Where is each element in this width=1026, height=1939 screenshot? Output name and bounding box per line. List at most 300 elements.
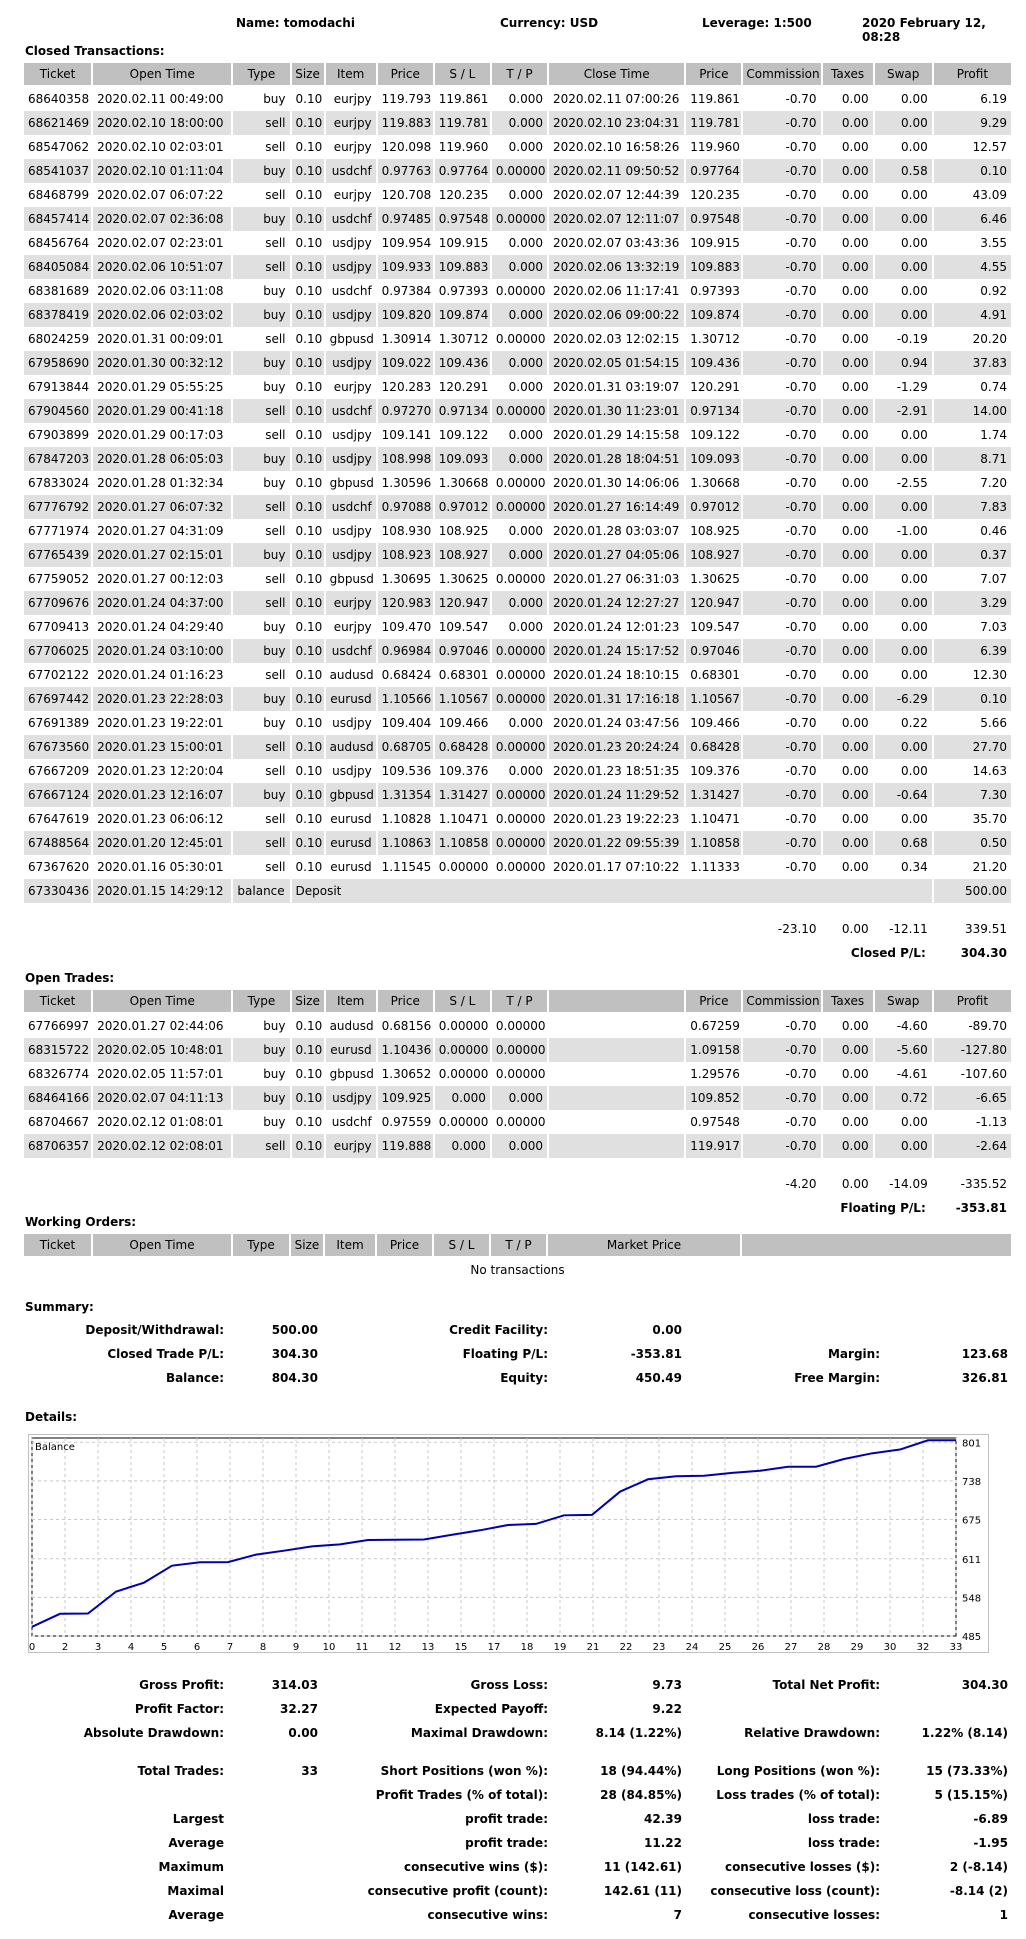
closed-row	[24, 447, 1011, 471]
closed-price: 0.97270	[378, 399, 433, 423]
closed-size: 0.10	[292, 591, 324, 615]
closed-taxes: 0.00	[823, 591, 873, 615]
closed-commission: -0.70	[785, 668, 817, 682]
gross-loss-value: 9.73	[652, 1678, 682, 1692]
open-size: 0.10	[295, 1115, 323, 1129]
closed-open-time: 2020.02.06 10:51:07	[93, 255, 231, 279]
closed-taxes: 0.00	[823, 447, 873, 471]
closed-sl: 1.10567	[435, 687, 490, 711]
closed-taxes: 0.00	[841, 188, 869, 202]
closed-taxes: 0.00	[841, 476, 869, 490]
closed-ticket: 67709676	[24, 591, 91, 615]
closed-item: eurjpy	[333, 140, 372, 154]
closed-type: buy	[263, 620, 286, 634]
closed-size: 0.10	[292, 687, 324, 711]
closed-open-time: 2020.01.28 06:05:03	[93, 447, 231, 471]
closed-type: sell	[233, 495, 289, 519]
equity-label: Equity:	[500, 1371, 548, 1385]
closed-row	[24, 135, 1011, 159]
open-close-price: 109.852	[686, 1086, 741, 1110]
closed-sl: 0.97548	[435, 207, 490, 231]
closed-ticket: 68378419	[24, 303, 91, 327]
closed-item: usdjpy	[332, 716, 372, 730]
open-ticket: 68706357	[24, 1134, 91, 1158]
summary-title: Summary:	[25, 1300, 94, 1314]
open-swap: -4.60	[896, 1019, 928, 1033]
closed-commission: -0.70	[743, 303, 820, 327]
closed-close-price: 1.30668	[690, 476, 740, 490]
closed-col-11: Taxes	[823, 63, 873, 87]
y-tick-label: 738	[962, 1476, 982, 1488]
closed-close-price: 0.97393	[690, 284, 740, 298]
closed-profit: 1.74	[980, 428, 1007, 442]
open-row	[24, 1134, 1011, 1158]
open-total-profit: -335.52	[960, 1177, 1007, 1191]
closed-open-time: 2020.01.24 04:37:00	[93, 591, 231, 615]
closed-commission: -0.70	[785, 716, 817, 730]
closed-open-time: 2020.01.27 04:31:09	[97, 524, 224, 538]
deposit-ticket: 67330436	[24, 879, 91, 903]
closed-tp: 0.00000	[495, 572, 546, 586]
closed-tp: 0.00000	[495, 668, 546, 682]
closed-price: 1.10828	[381, 812, 432, 826]
closed-tp: 0.00000	[492, 687, 547, 711]
closed-tp: 0.000	[508, 620, 543, 634]
closed-taxes: 0.00	[823, 735, 873, 759]
working-orders-title: Working Orders:	[25, 1215, 137, 1229]
open-close-time	[549, 1014, 684, 1038]
closed-price: 109.404	[381, 716, 432, 730]
closed-sl: 109.466	[438, 716, 489, 730]
closed-sl: 0.97046	[435, 639, 490, 663]
closed-swap: 0.00	[901, 92, 928, 106]
closed-type: buy	[233, 447, 289, 471]
closed-taxes: 0.00	[823, 687, 873, 711]
open-sl: 0.00000	[438, 1019, 489, 1033]
closed-size: 0.10	[292, 543, 324, 567]
open-commission: -0.70	[785, 1115, 817, 1129]
closed-type: buy	[233, 543, 289, 567]
closed-sl: 120.235	[438, 188, 489, 202]
closed-ticket: 67488564	[24, 831, 91, 855]
open-total-commission: -4.20	[785, 1177, 817, 1191]
average-loss-trade-label: loss trade:	[807, 1836, 880, 1850]
open-close-price: 0.97548	[690, 1115, 740, 1129]
closed-item: gbpusd	[329, 332, 374, 346]
closed-close-price: 1.30712	[690, 332, 740, 346]
open-taxes: 0.00	[823, 1086, 873, 1110]
deposit-withdrawal-value: 500.00	[271, 1323, 318, 1337]
closed-type: sell	[265, 428, 286, 442]
gross-profit-label: Gross Profit:	[139, 1678, 224, 1692]
closed-row	[24, 759, 1011, 783]
closed-commission: -0.70	[743, 495, 820, 519]
maximal-consecutive-loss-value: -8.14 (2)	[949, 1884, 1008, 1898]
closed-close-price: 109.093	[686, 447, 741, 471]
closed-type: sell	[265, 764, 286, 778]
closed-row	[24, 279, 1011, 303]
closed-taxes: 0.00	[841, 524, 869, 538]
floating-pl-label: Floating P/L:	[462, 1347, 548, 1361]
closed-taxes: 0.00	[823, 639, 873, 663]
closed-sl: 120.947	[435, 591, 490, 615]
closed-taxes: 0.00	[823, 255, 873, 279]
floating-pl-label: Floating P/L:	[840, 1201, 926, 1215]
closed-profit: 6.46	[934, 207, 1011, 231]
closed-row	[24, 783, 1011, 807]
closed-commission: -0.70	[743, 111, 820, 135]
average-loss-trade-value: -1.95	[973, 1836, 1008, 1850]
closed-ticket: 68457414	[24, 207, 91, 231]
closed-row	[24, 303, 1011, 327]
closed-price: 1.11545	[381, 860, 432, 874]
closed-open-time: 2020.02.07 02:36:08	[93, 207, 231, 231]
open-swap: 0.72	[875, 1086, 932, 1110]
closed-item: eurjpy	[326, 111, 376, 135]
closed-item: usdjpy	[332, 764, 372, 778]
closed-commission: -0.70	[743, 591, 820, 615]
open-col-12: Swap	[875, 990, 932, 1014]
closed-swap: 0.00	[901, 428, 928, 442]
closed-size: 0.10	[292, 639, 324, 663]
closed-sl: 1.30668	[438, 476, 489, 490]
gross-profit-value: 314.03	[271, 1678, 318, 1692]
closed-profit: 3.29	[934, 591, 1011, 615]
open-trades-table	[22, 990, 1013, 1158]
open-close-time	[549, 1086, 684, 1110]
x-tick-label: 26	[751, 1642, 765, 1653]
average-consecutive-losses-value: 1	[999, 1908, 1008, 1922]
closed-tp: 0.00000	[492, 207, 547, 231]
working-col-6: S / L	[434, 1234, 489, 1258]
deposit-type: balance	[233, 879, 289, 903]
closed-type: sell	[233, 255, 289, 279]
closed-close-time: 2020.02.06 09:00:22	[549, 303, 684, 327]
closed-close-time: 2020.02.05 01:54:15	[549, 351, 684, 375]
closed-ticket: 67913844	[28, 380, 90, 394]
maximal-heading-label: Maximal	[167, 1884, 224, 1898]
closed-item: usdjpy	[332, 524, 372, 538]
closed-row	[24, 807, 1011, 831]
closed-close-price: 120.947	[686, 591, 741, 615]
open-commission: -0.70	[785, 1019, 817, 1033]
open-commission: -0.70	[743, 1038, 820, 1062]
closed-price: 108.930	[381, 524, 432, 538]
open-open-time: 2020.02.05 10:48:01	[93, 1038, 231, 1062]
closed-close-price: 109.122	[690, 428, 740, 442]
closed-size: 0.10	[295, 92, 323, 106]
closed-item: usdjpy	[332, 428, 372, 442]
open-profit: -6.65	[934, 1086, 1011, 1110]
margin-value: 123.68	[961, 1347, 1008, 1361]
closed-taxes: 0.00	[823, 303, 873, 327]
y-tick-label: 675	[962, 1515, 982, 1527]
closed-commission: -0.70	[743, 447, 820, 471]
closed-open-time: 2020.01.29 00:17:03	[97, 428, 224, 442]
closed-swap: -6.29	[875, 687, 932, 711]
closed-size: 0.10	[292, 207, 324, 231]
closed-type: buy	[233, 207, 289, 231]
closed-swap: -2.91	[875, 399, 932, 423]
balance-value: 804.30	[271, 1371, 318, 1385]
closed-tp: 0.00000	[495, 812, 546, 826]
open-open-time: 2020.02.12 02:08:01	[93, 1134, 231, 1158]
closed-type: sell	[265, 140, 286, 154]
open-ticket: 68704667	[28, 1115, 90, 1129]
closed-commission: -0.70	[785, 284, 817, 298]
closed-taxes: 0.00	[823, 207, 873, 231]
profit-trades-value: 28 (84.85%)	[600, 1788, 682, 1802]
closed-total-taxes: 0.00	[841, 922, 869, 936]
open-type: buy	[263, 1067, 286, 1081]
closed-col-13: Profit	[934, 63, 1011, 87]
closed-sl: 108.927	[435, 543, 490, 567]
closed-swap: 0.94	[875, 351, 932, 375]
closed-col-6: S / L	[435, 63, 490, 87]
credit-facility-label: Credit Facility:	[449, 1323, 548, 1337]
closed-open-time: 2020.01.28 01:32:34	[97, 476, 224, 490]
profit-trades-label: Profit Trades (% of total):	[375, 1788, 548, 1802]
closed-price: 119.883	[378, 111, 433, 135]
closed-sl: 109.915	[438, 236, 489, 250]
closed-sl: 109.436	[435, 351, 490, 375]
average-consecutive-losses-label: consecutive losses:	[748, 1908, 880, 1922]
closed-ticket: 67691389	[28, 716, 90, 730]
closed-ticket: 67759052	[28, 572, 90, 586]
closed-price: 108.923	[378, 543, 433, 567]
working-col-8: Market Price	[548, 1234, 740, 1258]
closed-ticket: 68468799	[28, 188, 90, 202]
closed-tp: 0.000	[492, 591, 547, 615]
closed-commission: -0.70	[785, 572, 817, 586]
closed-row	[24, 687, 1011, 711]
closed-price: 109.933	[378, 255, 433, 279]
closed-item: usdjpy	[326, 351, 376, 375]
closed-commission: -0.70	[785, 188, 817, 202]
closed-close-time: 2020.02.11 09:50:52	[549, 159, 684, 183]
closed-sl: 1.10858	[435, 831, 490, 855]
open-type: buy	[263, 1019, 286, 1033]
closed-size: 0.10	[295, 668, 323, 682]
expected-payoff-value: 9.22	[652, 1702, 682, 1716]
closed-tp: 0.000	[508, 380, 543, 394]
closed-taxes: 0.00	[823, 543, 873, 567]
closed-item: usdjpy	[326, 255, 376, 279]
closed-profit: 7.20	[980, 476, 1007, 490]
closed-ticket: 67697442	[24, 687, 91, 711]
open-row	[24, 1110, 1011, 1134]
open-type: sell	[233, 1134, 289, 1158]
closed-sl: 1.10471	[438, 812, 489, 826]
maximum-heading-label: Maximum	[158, 1860, 224, 1874]
closed-commission: -0.70	[785, 524, 817, 538]
closed-row	[24, 471, 1011, 495]
open-profit: -127.80	[934, 1038, 1011, 1062]
closed-profit: 12.57	[972, 140, 1007, 154]
max-consecutive-losses-label: consecutive losses ($):	[724, 1860, 880, 1874]
open-col-11: Taxes	[823, 990, 873, 1014]
open-col-5: Price	[378, 990, 433, 1014]
x-tick-label: 10	[322, 1642, 336, 1653]
closed-swap: 0.00	[901, 284, 928, 298]
closed-taxes: 0.00	[823, 831, 873, 855]
floating-pl-value: -353.81	[955, 1201, 1007, 1215]
closed-size: 0.10	[295, 380, 323, 394]
open-close-price: 0.67259	[690, 1019, 740, 1033]
working-col-3: Size	[291, 1234, 323, 1258]
closed-sl: 119.781	[435, 111, 490, 135]
closed-item: audusd	[326, 735, 376, 759]
account-leverage: Leverage: 1:500	[702, 16, 812, 30]
closed-close-time: 2020.01.24 11:29:52	[549, 783, 684, 807]
total-trades-label: Total Trades:	[137, 1764, 224, 1778]
open-col-0: Ticket	[24, 990, 91, 1014]
closed-swap: 0.00	[875, 207, 932, 231]
closed-tp: 0.000	[492, 303, 547, 327]
closed-profit: 27.70	[934, 735, 1011, 759]
open-col-6: S / L	[435, 990, 490, 1014]
closed-item: eurusd	[330, 812, 372, 826]
closed-open-time: 2020.01.23 19:22:01	[97, 716, 224, 730]
x-tick-label: 13	[421, 1642, 435, 1653]
open-swap: 0.00	[901, 1115, 928, 1129]
closed-open-time: 2020.01.23 12:16:07	[93, 783, 231, 807]
expected-payoff-label: Expected Payoff:	[434, 1702, 548, 1716]
closed-ticket: 67667209	[28, 764, 90, 778]
closed-profit: 4.55	[934, 255, 1011, 279]
open-swap: -4.61	[896, 1067, 928, 1081]
closed-type: sell	[265, 524, 286, 538]
closed-col-8: Close Time	[549, 63, 684, 87]
closed-size: 0.10	[295, 620, 323, 634]
closed-sl: 0.97134	[435, 399, 490, 423]
closed-tp: 0.000	[508, 188, 543, 202]
closed-sl: 1.31427	[435, 783, 490, 807]
loss-trades-value: 5 (15.15%)	[934, 1788, 1008, 1802]
closed-close-time: 2020.02.03 12:02:15	[553, 332, 680, 346]
closed-swap: 0.00	[901, 812, 928, 826]
closed-close-time: 2020.01.22 09:55:39	[549, 831, 684, 855]
closed-open-time: 2020.01.23 15:00:01	[93, 735, 231, 759]
closed-size: 0.10	[292, 735, 324, 759]
closed-profit: 8.71	[934, 447, 1011, 471]
closed-commission: -0.70	[743, 543, 820, 567]
closed-ticket: 68024259	[28, 332, 90, 346]
closed-sl: 120.291	[438, 380, 489, 394]
closed-item: usdchf	[326, 207, 376, 231]
closed-row	[24, 735, 1011, 759]
working-orders-table	[22, 1234, 1013, 1282]
closed-total-swap: -12.11	[889, 922, 928, 936]
open-sl: 0.00000	[438, 1067, 489, 1081]
closed-swap: 0.00	[875, 111, 932, 135]
closed-open-time: 2020.01.29 05:55:25	[97, 380, 224, 394]
closed-item: audusd	[329, 668, 374, 682]
x-tick-label: 30	[883, 1642, 897, 1653]
closed-profit: 0.10	[934, 687, 1011, 711]
largest-profit-trade-value: 42.39	[644, 1812, 682, 1826]
closed-size: 0.10	[295, 284, 323, 298]
closed-size: 0.10	[292, 399, 324, 423]
no-transactions-text: No transactions	[470, 1263, 565, 1277]
closed-price: 0.68424	[381, 668, 432, 682]
average2-heading-label: Average	[168, 1908, 224, 1922]
x-tick-label: 21	[586, 1642, 600, 1653]
closed-taxes: 0.00	[841, 92, 869, 106]
closed-sl: 108.925	[438, 524, 489, 538]
closed-transactions-title: Closed Transactions:	[25, 44, 165, 58]
closed-tp: 0.00000	[492, 735, 547, 759]
open-sl: 0.00000	[435, 1038, 490, 1062]
closed-sl: 0.68428	[435, 735, 490, 759]
deposit-time: 2020.01.15 14:29:12	[93, 879, 231, 903]
closed-type: buy	[263, 380, 286, 394]
open-taxes: 0.00	[841, 1019, 869, 1033]
closed-ticket: 68381689	[28, 284, 90, 298]
closed-commission: -0.70	[743, 399, 820, 423]
closed-sl: 109.547	[438, 620, 489, 634]
closed-taxes: 0.00	[841, 140, 869, 154]
x-tick-label: 4	[127, 1642, 135, 1653]
closed-sl: 109.883	[435, 255, 490, 279]
closed-close-time: 2020.01.23 20:24:24	[549, 735, 684, 759]
open-taxes: 0.00	[823, 1134, 873, 1158]
closed-swap: 0.34	[901, 860, 928, 874]
open-sl: 0.000	[435, 1134, 490, 1158]
closed-open-time: 2020.01.24 04:29:40	[97, 620, 224, 634]
x-tick-label: 18	[520, 1642, 534, 1653]
closed-tp: 0.000	[508, 92, 543, 106]
closed-tp: 0.000	[508, 524, 543, 538]
open-close-price: 119.917	[686, 1134, 741, 1158]
closed-taxes: 0.00	[841, 380, 869, 394]
closed-tp: 0.00000	[492, 159, 547, 183]
closed-profit: 7.03	[980, 620, 1007, 634]
closed-sl: 0.97012	[435, 495, 490, 519]
deposit-row	[24, 879, 1011, 903]
closed-price: 109.141	[381, 428, 432, 442]
closed-item: eurjpy	[333, 188, 372, 202]
closed-open-time: 2020.02.10 02:03:01	[97, 140, 224, 154]
closed-swap: 0.00	[875, 303, 932, 327]
closed-sl: 1.30625	[438, 572, 489, 586]
closed-taxes: 0.00	[841, 236, 869, 250]
closed-sl: 119.861	[438, 92, 489, 106]
x-tick-label: 2	[61, 1642, 69, 1653]
long-positions-label: Long Positions (won %):	[716, 1764, 880, 1778]
x-tick-label: 12	[388, 1642, 402, 1653]
closed-totals	[22, 917, 1013, 965]
closed-close-price: 108.925	[690, 524, 740, 538]
closed-type: sell	[233, 111, 289, 135]
open-close-time	[549, 1134, 684, 1158]
closed-row	[24, 231, 1011, 255]
total-trades-value: 33	[301, 1764, 318, 1778]
closed-type: sell	[265, 188, 286, 202]
closed-type: buy	[263, 476, 286, 490]
closed-close-time: 2020.01.23 19:22:23	[553, 812, 680, 826]
closed-col-1: Open Time	[93, 63, 231, 87]
largest-profit-trade-label: profit trade:	[465, 1812, 548, 1826]
closed-close-price: 1.10858	[686, 831, 741, 855]
closed-item: gbpusd	[329, 476, 374, 490]
closed-close-time: 2020.02.06 13:32:19	[549, 255, 684, 279]
report-header	[0, 16, 1026, 44]
closed-item: gbpusd	[329, 572, 374, 586]
closed-swap: -2.55	[896, 476, 928, 490]
short-positions-label: Short Positions (won %):	[380, 1764, 548, 1778]
closed-total-profit: 339.51	[965, 922, 1007, 936]
